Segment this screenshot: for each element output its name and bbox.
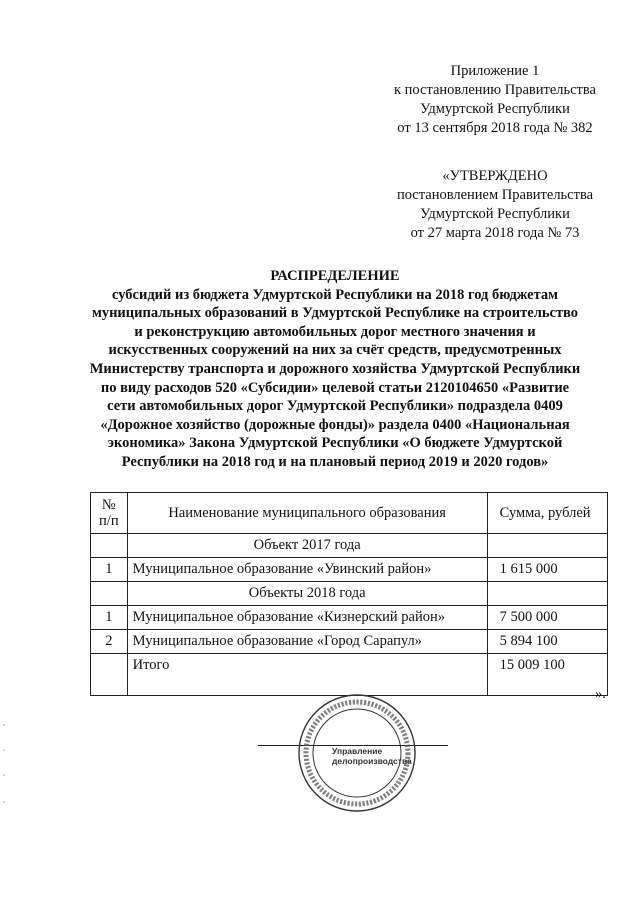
title-line: экономика» Закона Удмуртской Республики «О бюджете Удмуртской bbox=[107, 435, 563, 452]
title-line: сети автомобильных дорог Удмуртской Республики» подраздела 0409 bbox=[107, 398, 563, 415]
title-heading: РАСПРЕДЕЛЕНИЕ bbox=[270, 268, 400, 284]
row-number: 1 bbox=[91, 558, 128, 582]
group-label: Объекты 2018 года bbox=[127, 582, 487, 606]
row-sum: 1 615 000 bbox=[487, 558, 607, 582]
title-line: муниципальных образований в Удмуртской Республике на строительство bbox=[91, 305, 579, 322]
appendix-line-1: Приложение 1 bbox=[450, 63, 540, 79]
appendix-line-3: Удмуртской Республики bbox=[420, 101, 570, 117]
approval-line-1: «УТВЕРЖДЕНО bbox=[442, 168, 548, 184]
stamp-line-2: делопроизводства bbox=[332, 756, 412, 766]
table-row bbox=[91, 606, 608, 630]
group-row-2017 bbox=[91, 534, 608, 558]
approval-line-2: постановлением Правительства bbox=[396, 187, 594, 203]
title-line: искусственных сооружений на них за счёт средств, предусмотренных bbox=[108, 342, 562, 359]
group-row-2018 bbox=[91, 582, 608, 606]
title-line: субсидий из бюджета Удмуртской Республики на 2018 год бюджетам bbox=[111, 286, 559, 303]
row-number: 1 bbox=[91, 606, 128, 630]
stamp-line-1: Управление bbox=[332, 746, 383, 756]
header-number-line-2: п/п bbox=[99, 513, 119, 529]
title-line: Республики на 2018 год и на плановый период 2019 и 2020 годов» bbox=[121, 453, 549, 470]
title-line: и реконструкцию автомобильных дорог местного значения и bbox=[134, 323, 536, 340]
row-sum: 5 894 100 bbox=[487, 630, 607, 654]
appendix-header bbox=[360, 62, 630, 138]
approval-header bbox=[360, 167, 630, 243]
stamp-text bbox=[332, 746, 412, 766]
table-row bbox=[91, 630, 608, 654]
approval-line-3: Удмуртской Республики bbox=[420, 206, 570, 222]
header-name: Наименование муниципального образования bbox=[127, 493, 487, 534]
total-label: Итого bbox=[127, 654, 487, 696]
header-number bbox=[91, 493, 128, 534]
closing-quote: ». bbox=[595, 686, 606, 702]
row-name: Муниципальное образование «Кизнерский район» bbox=[127, 606, 487, 630]
header-number-line-1: № bbox=[101, 497, 116, 513]
scan-margin-dots-icon bbox=[2, 720, 6, 810]
row-name: Муниципальное образование «Город Сарапул» bbox=[127, 630, 487, 654]
document-title bbox=[85, 267, 585, 472]
total-sum: 15 009 100 bbox=[487, 654, 607, 696]
appendix-line-4: от 13 сентября 2018 года № 382 bbox=[397, 120, 593, 136]
title-line: «Дорожное хозяйство (дорожные фонды)» раздела 0400 «Национальная bbox=[100, 416, 570, 433]
group-label: Объект 2017 года bbox=[127, 534, 487, 558]
title-line: Министерству транспорта и дорожного хозяйства Удмуртской Республики bbox=[89, 360, 581, 377]
total-row bbox=[91, 654, 608, 696]
row-sum: 7 500 000 bbox=[487, 606, 607, 630]
row-number: 2 bbox=[91, 630, 128, 654]
distribution-table bbox=[90, 492, 608, 696]
header-sum: Сумма, рублей bbox=[487, 493, 607, 534]
table-row bbox=[91, 558, 608, 582]
title-line: по виду расходов 520 «Субсидии» целевой статьи 2120104650 «Развитие bbox=[100, 379, 570, 396]
table-header-row bbox=[91, 493, 608, 534]
approval-line-4: от 27 марта 2018 года № 73 bbox=[410, 225, 580, 241]
row-name: Муниципальное образование «Увинский район» bbox=[127, 558, 487, 582]
appendix-line-2: к постановлению Правительства bbox=[394, 82, 596, 98]
